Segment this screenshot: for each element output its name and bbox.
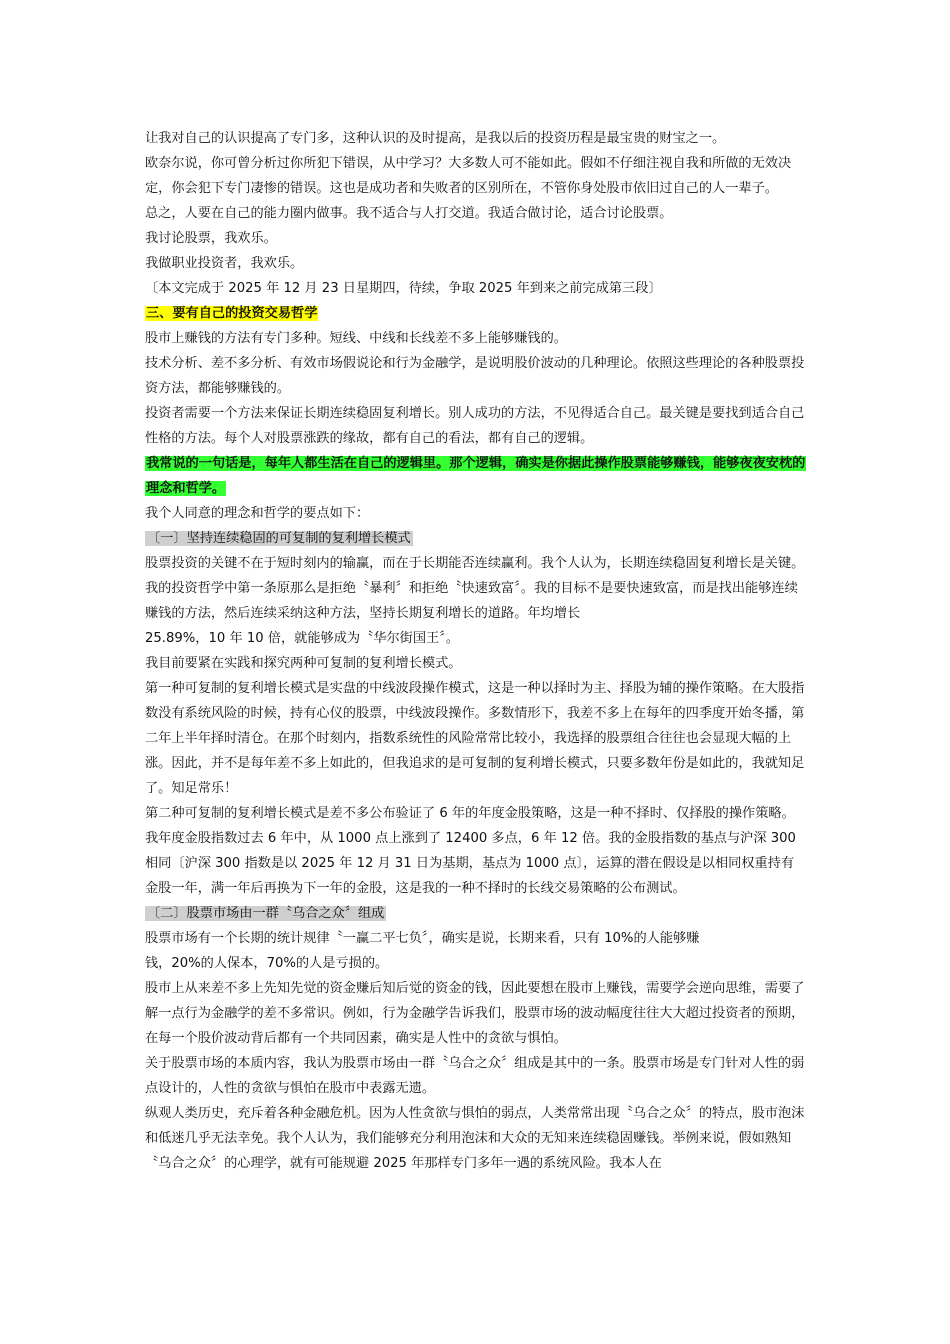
paragraph: 〔本文完成于 2025 年 12 月 23 日星期四，待续，争取 2025 年到来之前完成第三段〕 (145, 281, 662, 296)
section-heading-text: 三、要有自己的投资交易哲学 (146, 306, 318, 321)
highlighted-quote-text: 我常说的一句话是，每年人都生活在自己的逻辑里。那个逻辑，确实是你据此操作股票能够赚钱，能够夜夜安枕的理念和哲学。 (146, 456, 806, 496)
subsection-heading (145, 901, 807, 926)
paragraph: 股市上赚钱的方法有专门多种。短线、中线和长线差不多上能够赚钱的。 (145, 331, 567, 346)
paragraph: 总之，人要在自己的能力圈内做事。我不适合与人打交道。我适合做讨论，适合讨论股票。 (145, 206, 673, 221)
subsection-heading (145, 526, 807, 551)
section-heading (145, 301, 807, 326)
subsection-heading-text: 〔一〕坚持连续稳固的可复制的复利增长模式 (147, 531, 411, 546)
paragraph: 第二种可复制的复利增长模式是差不多公布验证了 6 年的年度金股策略，这是一种不择时、仅择股的操作策略。我年度金股指数过去 6 年中，从 1000 点上涨到了 12400 多点，6 年 12 倍。我的金股指数的基点与沪深 300 相同〔沪深 300 指数是以 2025 年 12 月 31 日为基期，基点为 1000 点〕，运算的潜在假设是以相同权重持有金股一年，满一年后再换为下一年的金股，这是我的一种不择时的长线交易策略的公布测试。 (145, 806, 796, 896)
paragraph: 我个人同意的理念和哲学的要点如下： (145, 506, 370, 521)
paragraph: 股票投资的关键不在于短时刻内的输赢，而在于长期能否连续赢利。我个人认为，长期连续稳固复利增长是关键。我的投资哲学中第一条原那么是拒绝〝暴利〞和拒绝〝快速致富〞。我的目标不是要快速致富，而是找出能够连续赚钱的方法，然后连续采纳这种方法，坚持长期复利增长的道路。年均增长 (145, 556, 805, 621)
paragraph: 我讨论股票，我欢乐。 (145, 231, 277, 246)
highlighted-quote (145, 451, 807, 501)
paragraph: 钱，20%的人保本，70%的人是亏损的。 (145, 956, 389, 971)
paragraph: 技术分析、差不多分析、有效市场假说论和行为金融学，是说明股价波动的几种理论。依照这些理论的各种股票投资方法，都能够赚钱的。 (145, 356, 805, 396)
paragraph: 我目前要紧在实践和探究两种可复制的复利增长模式。 (145, 656, 462, 671)
paragraph: 股票市场有一个长期的统计规律〝一赢二平七负〞，确实是说，长期来看，只有 10%的人能够赚 (145, 931, 700, 946)
paragraph: 股市上从来差不多上先知先觉的资金赚后知后觉的资金的钱，因此要想在股市上赚钱，需要学会逆向思维，需要了解一点行为金融学的差不多常识。例如，行为金融学告诉我们，股票市场的波动幅度往往大大超过投资者的预期，在每一个股价波动背后都有一个共同因素，确实是人性中的贪欲与惧怕。 (145, 981, 805, 1046)
paragraph: 第一种可复制的复利增长模式是实盘的中线波段操作模式，这是一种以择时为主、择股为辅的操作策略。在大股指数没有系统风险的时候，持有心仪的股票，中线波段操作。多数情形下，我差不多上在每年的四季度开始冬播，第二年上半年择时清仓。在那个时刻内，指数系统性的风险常常比较小，我选择的股票组合往往也会显现大幅的上涨。因此，并不是每年差不多上如此的，但我追求的是可复制的复利增长模式，只要多数年份是如此的，我就知足了。知足常乐！ (145, 681, 805, 796)
paragraph: 关于股票市场的本质内容，我认为股票市场由一群〝乌合之众〞组成是其中的一条。股票市场是专门针对人性的弱点设计的，人性的贪欲与惧怕在股市中表露无遗。 (145, 1056, 805, 1096)
paragraph: 让我对自己的认识提高了专门多，这种认识的及时提高，是我以后的投资历程是最宝贵的财宝之一。 (145, 131, 726, 146)
paragraph: 纵观人类历史，充斥着各种金融危机。因为人性贪欲与惧怕的弱点，人类常常出现〝乌合之众〞的特点，股市泡沫和低迷几乎无法幸免。我个人认为，我们能够充分利用泡沫和大众的无知来连续稳固赚钱。举例来说，假如熟知〝乌合之众〞的心理学，就有可能规避 2025 年那样专门多年一遇的系统风险。我本人在 (145, 1106, 805, 1171)
paragraph: 我做职业投资者，我欢乐。 (145, 256, 304, 271)
paragraph: 投资者需要一个方法来保证长期连续稳固复利增长。别人成功的方法，不见得适合自己。最关键是要找到适合自己性格的方法。每个人对股票涨跌的缘故，都有自己的看法，都有自己的逻辑。 (145, 406, 805, 446)
subsection-heading-text: 〔二〕股票市场由一群〝乌合之众〞组成 (147, 906, 385, 921)
paragraph: 欧奈尔说，你可曾分析过你所犯下错误，从中学习？大多数人可不能如此。假如不仔细注视自我和所做的无效决定，你会犯下专门凄惨的错误。这也是成功者和失败者的区别所在，不管你身处股市依旧过自己的人一辈子。 (145, 156, 792, 196)
paragraph: 25.89%，10 年 10 倍，就能够成为〝华尔街国王〞。 (145, 631, 460, 646)
document-body (145, 126, 807, 1176)
